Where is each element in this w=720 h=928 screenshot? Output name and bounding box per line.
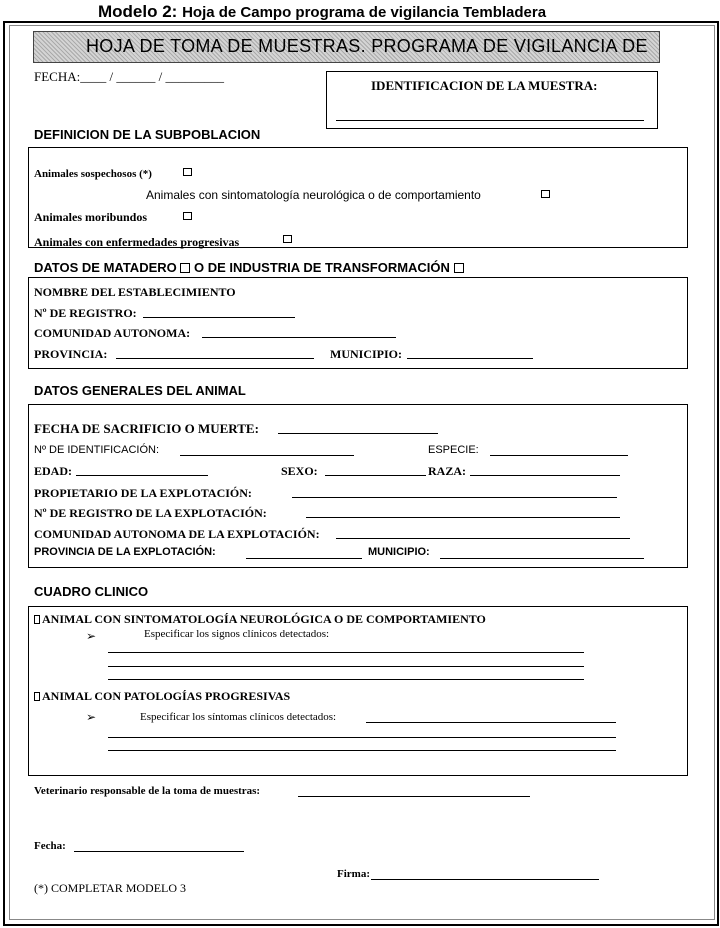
header-banner [33, 31, 660, 63]
prog-label: ANIMAL CON PATOLOGÍAS PROGRESIVAS [42, 689, 291, 703]
provincia-label: PROVINCIA: [34, 347, 108, 361]
municipio-line[interactable] [407, 358, 533, 359]
neuro-item [34, 612, 486, 627]
clinico-title: CUADRO CLINICO [34, 584, 149, 599]
sexo-label: SEXO: [281, 464, 318, 478]
nombre-establecimiento-label: NOMBRE DEL ESTABLECIMIENTO [34, 285, 236, 299]
municipio-label: MUNICIPIO: [330, 347, 402, 361]
registro-exp-line[interactable] [306, 517, 620, 518]
fecha-sacrificio-label: FECHA DE SACRIFICIO O MUERTE: [34, 421, 259, 436]
neuro-line-3[interactable] [108, 679, 584, 680]
edad-line[interactable] [76, 475, 208, 476]
prog-bullet: ➢ [86, 710, 97, 724]
moribundos-label: Animales moribundos [34, 210, 148, 224]
identificacion-line[interactable] [336, 120, 644, 121]
especie-label: ESPECIE: [428, 444, 479, 456]
raza-label: RAZA: [428, 464, 466, 478]
neuro-bullet: ➢ [86, 629, 97, 643]
edad-label: EDAD: [34, 464, 72, 478]
firma-line[interactable] [371, 879, 599, 880]
comunidad-line[interactable] [202, 337, 396, 338]
neurologica-checkbox[interactable] [541, 190, 550, 198]
identificacion-animal-line[interactable] [180, 455, 354, 456]
prog-line-2[interactable] [108, 737, 616, 738]
sexo-line[interactable] [325, 475, 426, 476]
provincia-exp-label: PROVINCIA DE LA EXPLOTACIÓN: [34, 546, 216, 558]
industria-checkbox[interactable] [454, 263, 464, 273]
propietario-line[interactable] [292, 497, 617, 498]
provincia-line[interactable] [116, 358, 314, 359]
matadero-checkbox[interactable] [180, 263, 190, 273]
neuro-spec-label: Especificar los signos clínicos detectados: [144, 628, 330, 640]
footer-fecha-line[interactable] [74, 851, 244, 852]
moribundos-checkbox[interactable] [183, 212, 192, 220]
identificacion-label: IDENTIFICACION DE LA MUESTRA: [371, 78, 598, 93]
neurologica-label: Animales con sintomatología neurológica o de comportamiento [146, 188, 481, 202]
neuro-checkbox[interactable] [34, 615, 40, 624]
footer-fecha-label: Fecha: [34, 840, 66, 852]
propietario-label: PROPIETARIO DE LA EXPLOTACIÓN: [34, 486, 252, 500]
fecha-sacrificio-line[interactable] [278, 433, 438, 434]
animal-title: DATOS GENERALES DEL ANIMAL [34, 383, 246, 398]
model-subtitle: Hoja de Campo programa de vigilancia Tembladera [182, 4, 547, 21]
matadero-title-b: O DE INDUSTRIA DE TRANSFORMACIÓN [194, 260, 450, 275]
progresivas-label: Animales con enfermedades progresivas [34, 235, 240, 249]
prog-spec-label: Especificar los síntomas clínicos detectados: [140, 711, 337, 723]
registro-line[interactable] [143, 317, 295, 318]
sospechosos-checkbox[interactable] [183, 168, 192, 176]
prog-item [34, 689, 290, 704]
municipio-exp-line[interactable] [440, 558, 644, 559]
municipio-exp-label: MUNICIPIO: [368, 546, 430, 558]
neuro-line-1[interactable] [108, 652, 584, 653]
neuro-label: ANIMAL CON SINTOMATOLOGÍA NEUROLÓGICA O DE COMPORTAMIENTO [42, 612, 486, 626]
neuro-line-2[interactable] [108, 666, 584, 667]
model-label: Modelo 2: [98, 2, 178, 21]
raza-line[interactable] [470, 475, 620, 476]
firma-label: Firma: [337, 868, 370, 880]
matadero-title-a: DATOS DE MATADERO [34, 260, 177, 275]
progresivas-checkbox[interactable] [283, 235, 292, 243]
registro-label: Nº DE REGISTRO: [34, 306, 137, 320]
identificacion-box [326, 71, 658, 129]
fecha-line: FECHA:____ / ______ / _________ [34, 69, 224, 84]
veterinario-label: Veterinario responsable de la toma de muestras: [34, 785, 261, 797]
comunidad-exp-label: COMUNIDAD AUTONOMA DE LA EXPLOTACIÓN: [34, 527, 320, 541]
prog-line-1[interactable] [366, 722, 616, 723]
sospechosos-label: Animales sospechosos (*) [34, 168, 152, 180]
nota-completar: (*) COMPLETAR MODELO 3 [34, 881, 187, 895]
comunidad-label: COMUNIDAD AUTONOMA: [34, 326, 191, 340]
page-title [98, 2, 546, 22]
registro-exp-label: Nº DE REGISTRO DE LA EXPLOTACIÓN: [34, 506, 267, 520]
prog-line-3[interactable] [108, 750, 616, 751]
matadero-title [34, 260, 464, 275]
subpoblacion-title: DEFINICION DE LA SUBPOBLACION [34, 127, 261, 142]
veterinario-line[interactable] [298, 796, 530, 797]
provincia-exp-line[interactable] [246, 558, 362, 559]
header-banner-text: HOJA DE TOMA DE MUESTRAS. PROGRAMA DE VIGILANCIA DE [86, 36, 648, 56]
especie-line[interactable] [490, 455, 628, 456]
prog-checkbox[interactable] [34, 692, 40, 701]
identificacion-animal-label: Nº DE IDENTIFICACIÓN: [34, 444, 160, 456]
comunidad-exp-line[interactable] [336, 538, 630, 539]
